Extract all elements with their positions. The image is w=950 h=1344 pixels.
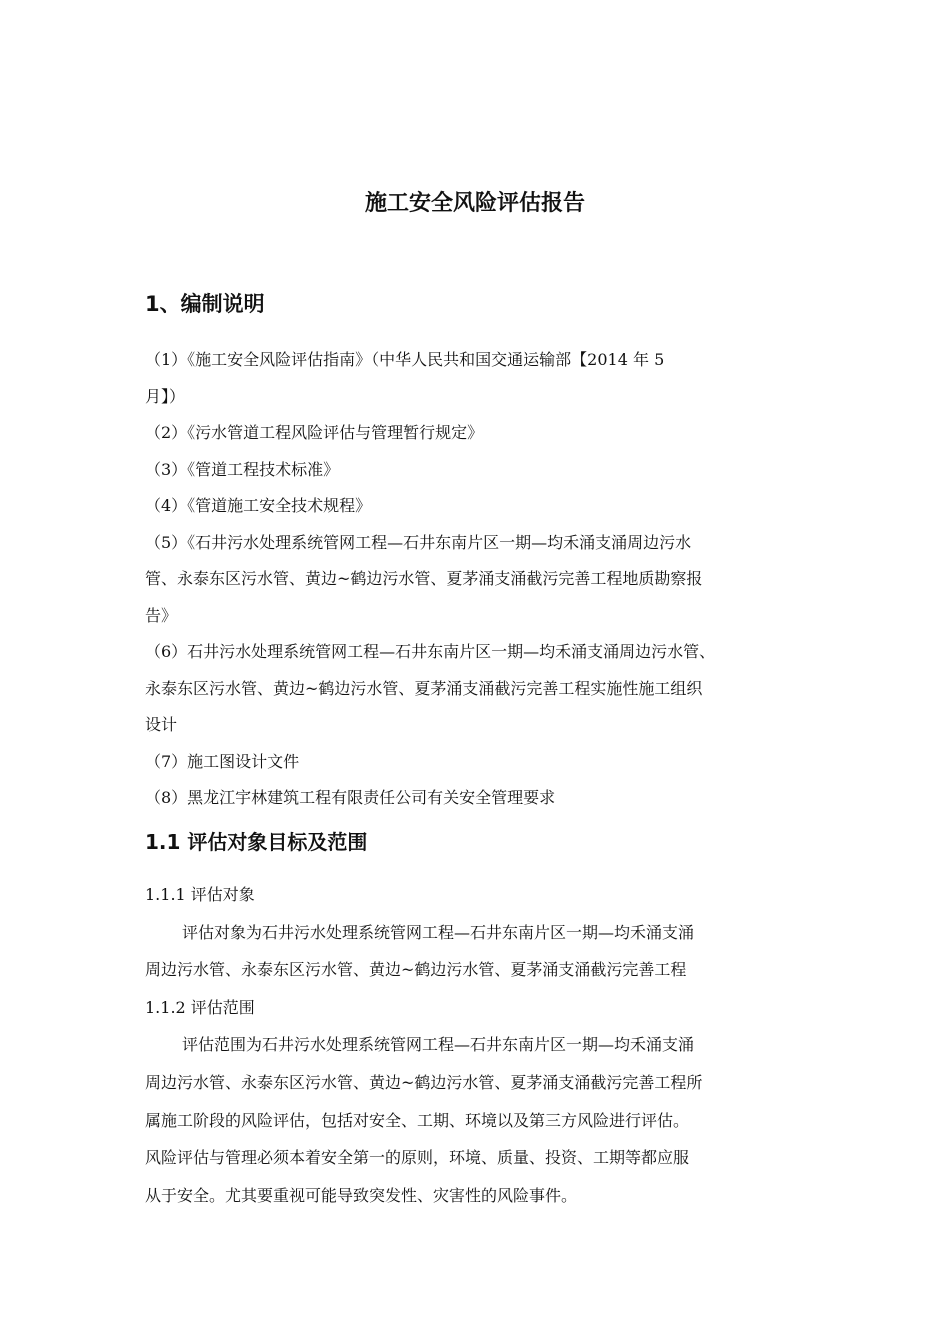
reference-line: （8）黑龙江宇林建筑工程有限责任公司有关安全管理要求 — [145, 788, 556, 807]
document-title: 施工安全风险评估报告 — [364, 191, 585, 216]
reference-line: 设计 — [145, 715, 178, 734]
section-heading-compilation-notes: 1、编制说明 — [145, 292, 265, 316]
paragraph-line: 评估对象为石井污水处理系统管网工程—石井东南片区一期—均禾涌支涌 — [182, 922, 695, 942]
reference-line: （6）石井污水处理系统管网工程—石井东南片区一期—均禾涌支涌周边污水管、 — [145, 642, 716, 661]
reference-line: 管、永泰东区污水管、黄边~鹤边污水管、夏茅涌支涌截污完善工程地质勘察报 — [145, 569, 703, 588]
subsection-heading-range: 1.1.2 评估范围 — [145, 997, 255, 1017]
reference-line: （2）《污水管道工程风险评估与管理暂行规定》 — [145, 423, 484, 442]
paragraph-line: 周边污水管、永泰东区污水管、黄边~鹤边污水管、夏茅涌支涌截污完善工程 — [145, 960, 687, 980]
reference-line: （1）《施工安全风险评估指南》（中华人民共和国交通运输部【2014 年 5 — [145, 350, 665, 369]
reference-line: 月】） — [145, 386, 186, 406]
paragraph-line: 周边污水管、永泰东区污水管、黄边~鹤边污水管、夏茅涌支涌截污完善工程所 — [145, 1072, 703, 1092]
reference-line: 告》 — [145, 605, 178, 625]
reference-line: （3）《管道工程技术标准》 — [145, 459, 340, 479]
reference-list — [145, 342, 810, 817]
reference-line: （5）《石井污水处理系统管网工程—石井东南片区一期—均禾涌支涌周边污水 — [145, 532, 692, 552]
paragraph-line: 属施工阶段的风险评估，包括对安全、工期、环境以及第三方风险进行评估。 — [145, 1110, 690, 1130]
reference-line: （7）施工图设计文件 — [145, 751, 300, 771]
scope-body — [145, 876, 810, 1214]
section-heading-scope: 1.1 评估对象目标及范围 — [145, 830, 368, 854]
paragraph-line: 风险评估与管理必须本着安全第一的原则，环境、质量、投资、工期等都应服 — [145, 1148, 690, 1168]
reference-line: 永泰东区污水管、黄边~鹤边污水管、夏茅涌支涌截污完善工程实施性施工组织 — [145, 678, 703, 698]
paragraph-line: 评估范围为石井污水处理系统管网工程—石井东南片区一期—均禾涌支涌 — [182, 1035, 695, 1055]
subsection-heading-object: 1.1.1 评估对象 — [145, 885, 255, 904]
reference-line: （4）《管道施工安全技术规程》 — [145, 496, 372, 515]
paragraph-line: 从于安全。尤其要重视可能导致突发性、灾害性的风险事件。 — [145, 1185, 578, 1205]
